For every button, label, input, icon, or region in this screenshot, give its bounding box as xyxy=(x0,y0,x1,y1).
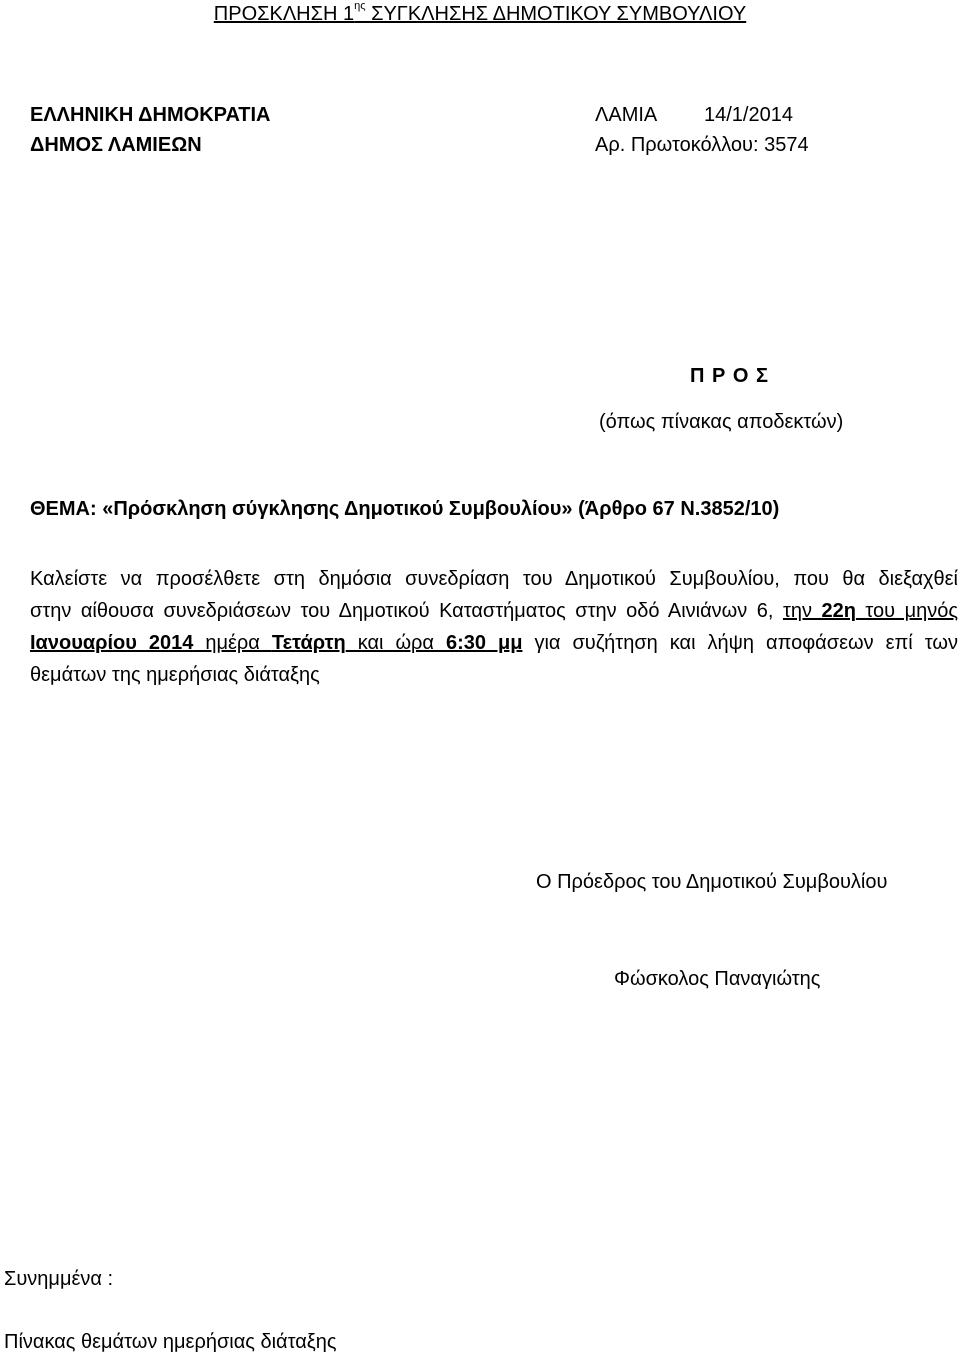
body-line-3 xyxy=(30,627,958,659)
document-date: 14/1/2014 xyxy=(704,104,793,126)
signature-title: Ο Πρόεδρος του Δημοτικού Συμβουλίου xyxy=(536,871,888,893)
subject-line: ΘΕΜΑ: «Πρόσκληση σύγκλησης Δημοτικού Συμβουλίου» (Άρθρο 67 Ν.3852/10) xyxy=(30,498,780,520)
issuer-country: ΕΛΛΗΝΙΚΗ ΔΗΜΟΚΡΑΤΙΑ xyxy=(30,104,271,126)
issuer-municipality: ΔΗΜΟΣ ΛΑΜΙΕΩΝ xyxy=(30,134,202,156)
meeting-time: 6:30 μμ xyxy=(445,632,523,654)
body-line-4: θεμάτων της ημερήσιας διάταξης xyxy=(30,664,320,686)
document-title xyxy=(0,2,960,26)
body-line-2-text: στην αίθουσα συνεδριάσεων του Δημοτικού Καταστήματος στην οδό Αινιάνων 6, xyxy=(30,600,783,622)
title-prefix: ΠΡΟΣΚΛΗΣΗ 1 xyxy=(213,3,355,25)
protocol-number: Αρ. Πρωτοκόλλου: 3574 xyxy=(595,134,809,156)
city-label: ΛΑΜΙΑ xyxy=(595,104,658,126)
attachment-item: Πίνακας θεμάτων ημερήσιας διάταξης xyxy=(4,1331,337,1353)
invitation-body xyxy=(30,563,958,691)
recipient-note: (όπως πίνακας αποδεκτών) xyxy=(599,411,844,433)
time-prefix: και ώρα xyxy=(345,632,446,654)
body-line-3-text: για συζήτηση και λήψη αποφάσεων επί των xyxy=(522,632,958,654)
body-line-2 xyxy=(30,595,958,627)
meeting-month-prefix: του μηνός xyxy=(855,600,958,622)
meeting-day-prefix: την xyxy=(782,600,822,622)
attachments-label: Συνημμένα : xyxy=(4,1268,114,1290)
signature-name: Φώσκολος Παναγιώτης xyxy=(614,968,821,990)
title-suffix: ΣΥΓΚΛΗΣΗΣ ΔΗΜΟΤΙΚΟΥ ΣΥΜΒΟΥΛΙΟΥ xyxy=(365,3,747,25)
meeting-day: 22η xyxy=(821,600,856,622)
body-line-1: Καλείστε να προσέλθετε στη δημόσια συνεδρίαση του Δημοτικού Συμβουλίου, που θα διεξαχθεί xyxy=(30,568,958,590)
meeting-weekday: Τετάρτη xyxy=(271,632,346,654)
meeting-month: Ιανουαρίου 2014 xyxy=(30,632,194,654)
title-superscript: ης xyxy=(354,0,366,12)
weekday-prefix: ημέρα xyxy=(193,632,272,654)
recipient-heading: Π Ρ Ο Σ xyxy=(690,365,770,387)
